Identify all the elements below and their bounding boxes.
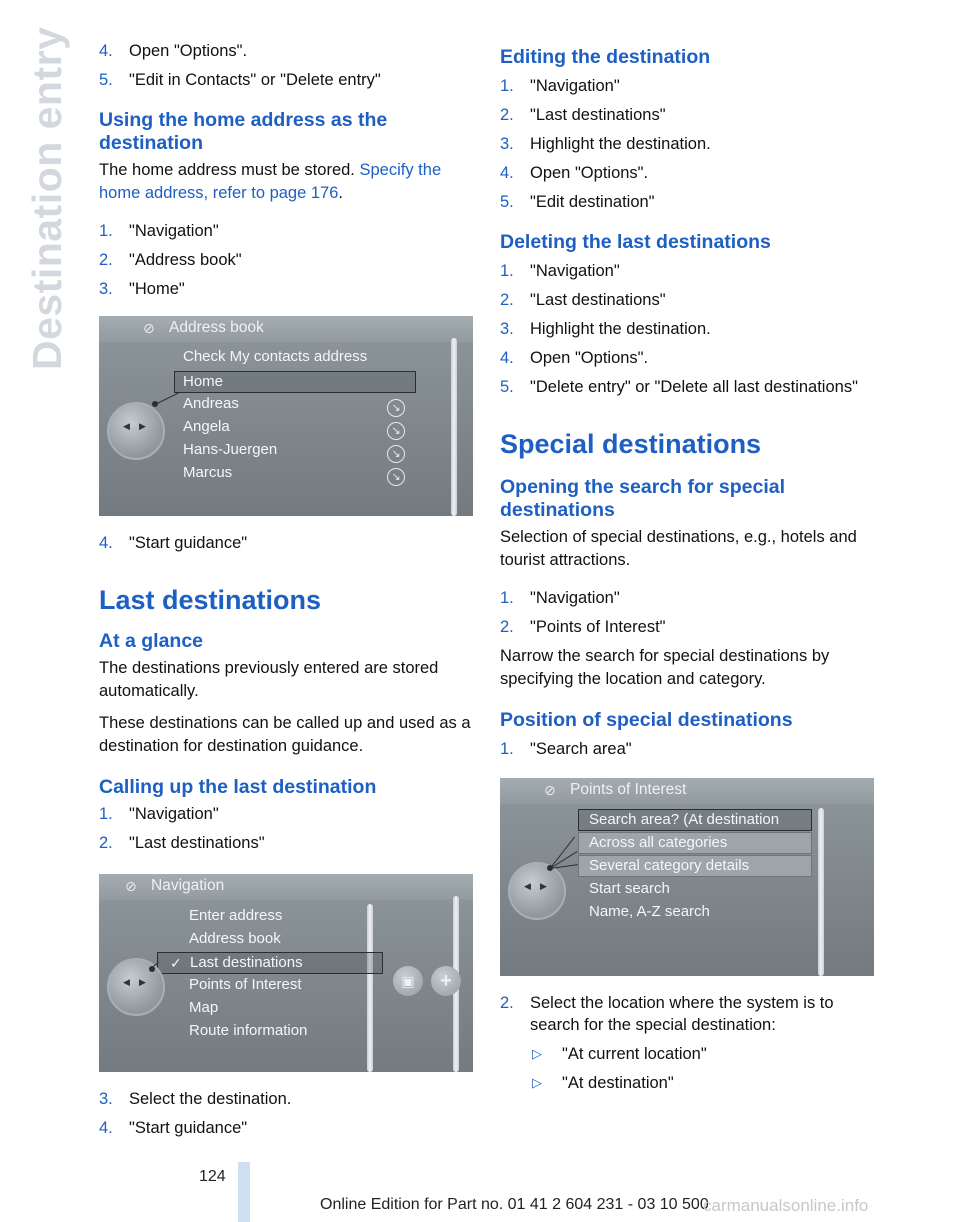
subheading-position: Position of special destinations [500, 709, 793, 731]
subheading-deleting: Deleting the last destinations [500, 231, 771, 253]
step-item: 4. Open "Options". [500, 164, 649, 182]
pointer-dot [152, 401, 158, 407]
menu-row: Across all categories [578, 832, 812, 854]
narrow-paragraph: Narrow the search for special destinations by specifying the location and category. [500, 647, 830, 688]
menu-row: Address book [189, 930, 281, 947]
controller-knob-icon: ◀ ▶ [107, 402, 165, 460]
menu-row: Angela [183, 418, 230, 435]
edition-text: Online Edition for Part no. 01 41 2 604 231 - 03 10 500 [320, 1196, 709, 1213]
contact-icon: ↘ [387, 422, 405, 440]
scroll-arc [818, 808, 824, 976]
map-view-icon: ▣ [393, 966, 423, 996]
menu-row: Marcus [183, 464, 233, 481]
step-item: 1. "Navigation" [500, 262, 620, 280]
menu-row: Route information [189, 1022, 308, 1039]
step-item: 5. "Delete entry" or "Delete all last destinations" [500, 378, 858, 396]
controller-knob-icon: ◀ ▶ [508, 862, 566, 920]
pointer-dot [149, 966, 155, 972]
pointer-dot [547, 865, 553, 871]
step-item: 1. "Navigation" [99, 805, 219, 823]
step-item: 2. "Last destinations" [99, 834, 265, 852]
screen-title: Navigation [151, 877, 225, 894]
menu-row-selected: Home [174, 371, 416, 393]
step-item: 2. Select the location where the system is to search for the special destination: [500, 994, 834, 1034]
step-item: 3. Select the destination. [99, 1090, 292, 1108]
step-item: 5. "Edit destination" [500, 193, 655, 211]
check-icon: ✓ [170, 955, 182, 971]
screen-title: Points of Interest [570, 781, 687, 798]
menu-row-selected: Search area? (At destination [578, 809, 812, 831]
navigation-screenshot [99, 874, 473, 1072]
menu-row: Several category details [578, 855, 812, 877]
address-book-screenshot [99, 316, 473, 516]
glance-paragraph: These destinations can be called up and used as a destination for destination guidance. [99, 714, 471, 755]
home-paragraph: The home address must be stored. Specify the home address, refer to page 176. [99, 161, 442, 202]
section-heading-special-destinations: Special destinations [500, 429, 762, 459]
menu-row: Map [189, 999, 219, 1016]
menu-icon: ⊘ [143, 320, 155, 336]
watermark: carmanualsonline.info [703, 1196, 869, 1215]
screen-title: Address book [169, 319, 264, 336]
menu-row: Andreas [183, 395, 239, 412]
contact-icon: ↘ [387, 445, 405, 463]
step-item: 1. "Navigation" [500, 589, 620, 607]
menu-row: Points of Interest [189, 976, 302, 993]
step-item: 5. "Edit in Contacts" or "Delete entry" [99, 71, 381, 89]
points-of-interest-screenshot [500, 778, 874, 976]
section-heading-last-destinations: Last destinations [99, 585, 322, 615]
subheading-calling-up: Calling up the last destination [99, 776, 377, 798]
screen-titlebar [500, 778, 874, 804]
step-item: 3. Highlight the destination. [500, 320, 711, 338]
bullet-item: ▷ "At destination" [532, 1074, 674, 1092]
step-item: 4. "Start guidance" [99, 1119, 248, 1137]
step-item: 4. Open "Options". [500, 349, 649, 367]
page-number: 124 [199, 1168, 226, 1185]
left-column [99, 40, 473, 1146]
contact-icon: ↘ [387, 399, 405, 417]
menu-row: Name, A-Z search [589, 903, 710, 920]
menu-icon: ⊘ [125, 878, 137, 894]
side-section-tab [22, 26, 72, 370]
side-section-label: Destination entry [24, 26, 70, 370]
step-item: 2. "Points of Interest" [500, 618, 666, 636]
screen-titlebar [99, 316, 473, 342]
pointer-line [155, 393, 179, 405]
subheading-editing: Editing the destination [500, 46, 711, 68]
step-item: 1. "Navigation" [99, 222, 219, 240]
screen-titlebar [99, 874, 473, 900]
section-heading-home: Using the home address as the destination [99, 109, 388, 154]
menu-row: Start search [589, 880, 670, 897]
subheading-at-a-glance: At a glance [99, 630, 204, 652]
step-item: 2. "Address book" [99, 251, 242, 269]
step-item: 1. "Navigation" [500, 77, 620, 95]
triangle-bullet-icon: ▷ [532, 1046, 542, 1061]
bullet-item: ▷ "At current location" [532, 1045, 707, 1063]
step-item: 4. "Start guidance" [99, 534, 248, 552]
menu-icon: ⊘ [544, 782, 556, 798]
plus-icon: + [431, 966, 461, 996]
scroll-arc [451, 338, 457, 516]
step-item: 1. "Search area" [500, 740, 632, 758]
menu-row: Enter address [189, 907, 283, 924]
triangle-bullet-icon: ▷ [532, 1075, 542, 1090]
contact-icon: ↘ [387, 468, 405, 486]
step-item: 3. "Home" [99, 280, 185, 298]
menu-row: Hans-Juergen [183, 441, 278, 458]
controller-knob-icon: ◀ ▶ [107, 958, 165, 1016]
subheading-opening-search: Opening the search for special destinations [500, 476, 785, 521]
glance-paragraph: The destinations previously entered are stored automatically. [99, 659, 439, 700]
footer-divider [238, 1162, 250, 1222]
step-item: 2. "Last destinations" [500, 106, 666, 124]
step-item: 2. "Last destinations" [500, 291, 666, 309]
scroll-arc [367, 904, 373, 1072]
step-item: 4. Open "Options". [99, 42, 248, 60]
menu-row: Check My contacts address [183, 348, 368, 365]
opening-paragraph: Selection of special destinations, e.g., hotels and tourist attractions. [500, 528, 857, 569]
step-item: 3. Highlight the destination. [500, 135, 711, 153]
home-address-link[interactable]: Specify the home address, refer to page 176 [99, 161, 442, 202]
right-column [500, 40, 874, 1101]
menu-row-selected: ✓ Last destinations [157, 952, 383, 974]
